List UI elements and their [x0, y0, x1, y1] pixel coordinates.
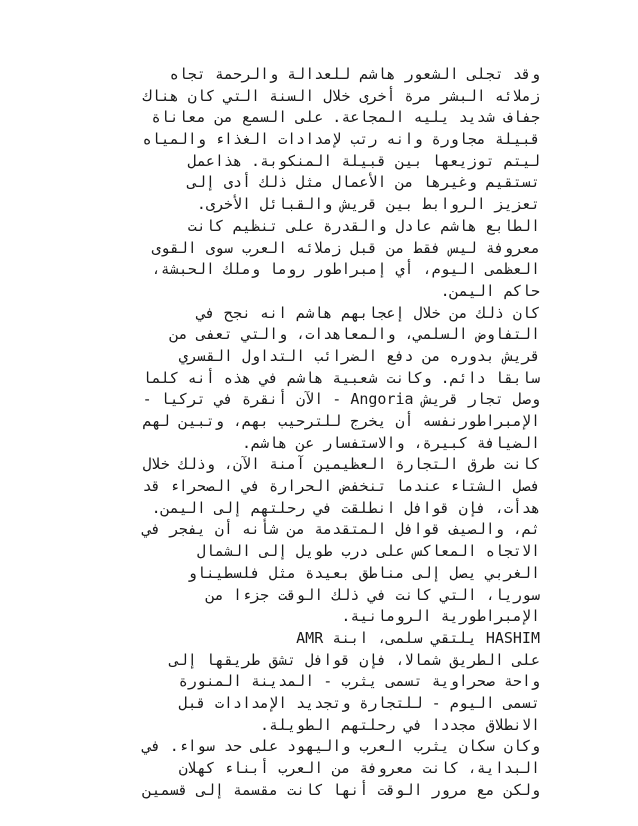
- text-line: وقد تجلى الشعور هاشم للعدالة والرحمة تجاه: [169, 65, 540, 83]
- text-line: الطابع هاشم عادل والقدرة على تنظيم كانت: [187, 216, 540, 235]
- text-line: العظمى اليوم، أي إمبراطور روما وملك الحبشة،: [151, 260, 540, 279]
- text-line: الانطلاق مجددا في رحلتهم الطويلة.: [260, 715, 540, 734]
- text-line: معروفة ليس فقط من قبل زملائه العرب سوى القوى: [151, 238, 540, 257]
- text-line: سوريا، التي كانت في ذلك الوقت جزءا من: [205, 585, 540, 604]
- text-line: الاتجاه المعاكس على درب طويل إلى الشمال: [196, 542, 540, 561]
- text-line: تسمى اليوم - للتجارة وتجديد الإمدادات قبل: [178, 693, 540, 712]
- text-line: قبيلة مجاورة وانه رتب لإمدادات الغذاء والمياه: [142, 130, 540, 149]
- text-line: زملائه البشر مرة أخرى خلال السنة التي كان هناك: [142, 86, 540, 105]
- text-line: قريش بدوره من دفع الضرائب التداول القسري: [178, 346, 540, 365]
- text-line: سابقا دائم. وكانت شعبية هاشم في هذه أنه كلما: [142, 368, 540, 387]
- text-line: على الطريق شمالا، فإن قوافل تشق طريقها إلى: [169, 650, 540, 669]
- text-line: وصل تجار قريش Angoria - الآن أنقرة في تركيا -: [142, 390, 540, 409]
- text-line: تستقيم وغيرها من الأعمال مثل ذلك أدى إلى: [187, 173, 540, 192]
- section-heading: HASHIM يلتقي سلمى، ابنة AMR: [296, 628, 540, 647]
- text-line: ليتم توزيعها بين قبيلة المنكوبة. هذاعمل: [187, 151, 540, 170]
- arabic-text-body: [108, 64, 540, 801]
- text-line: واحة صحراوية تسمى يثرب - المدينة المنورة: [178, 672, 540, 691]
- text-line: جفاف شديد يليه المجاعة. على السمع من معاناة: [151, 108, 540, 127]
- text-line: التفاوض السلمي، والمعاهدات، والتي تعفى من: [169, 325, 540, 344]
- text-line: كانت طرق التجارة العظيمين آمنة الآن، وذلك خلال: [142, 455, 540, 474]
- text-line: الضيافة كبيرة، والاستفسار عن هاشم.: [241, 433, 540, 452]
- text-line: وكان سكان يثرب العرب واليهود على حد سواء. في: [142, 737, 540, 756]
- text-line: ولكن مع مرور الوقت أنها كانت مقسمة إلى قسمين: [142, 780, 540, 799]
- text-line: تعزيز الروابط بين قريش والقبائل الأخرى.: [196, 195, 540, 214]
- text-line: حاكم اليمن.: [440, 281, 540, 300]
- text-line: ثم، والصيف قوافل المتقدمة من شأنه أن يفجر في: [142, 520, 540, 539]
- text-line: الغربي يصل إلى مناطق بعيدة مثل فلسطيناو: [187, 563, 540, 582]
- text-line: الإمبراطورنفسه أن يخرج للترحيب بهم، وتبين لهم: [142, 412, 540, 430]
- text-line: الإمبراطورية الرومانية.: [341, 607, 540, 626]
- text-line: فصل الشتاء عندما تنخفض الحرارة في الصحراء قد: [142, 477, 540, 496]
- text-line: البداية، كانت معروفة من العرب أبناء كهلان: [178, 759, 540, 777]
- text-line: كان ذلك من خلال إعجابهم هاشم انه نجح في: [196, 303, 540, 322]
- text-line: هدأت، فإن قوافل انطلقت في رحلتهم إلى اليمن.: [151, 498, 540, 517]
